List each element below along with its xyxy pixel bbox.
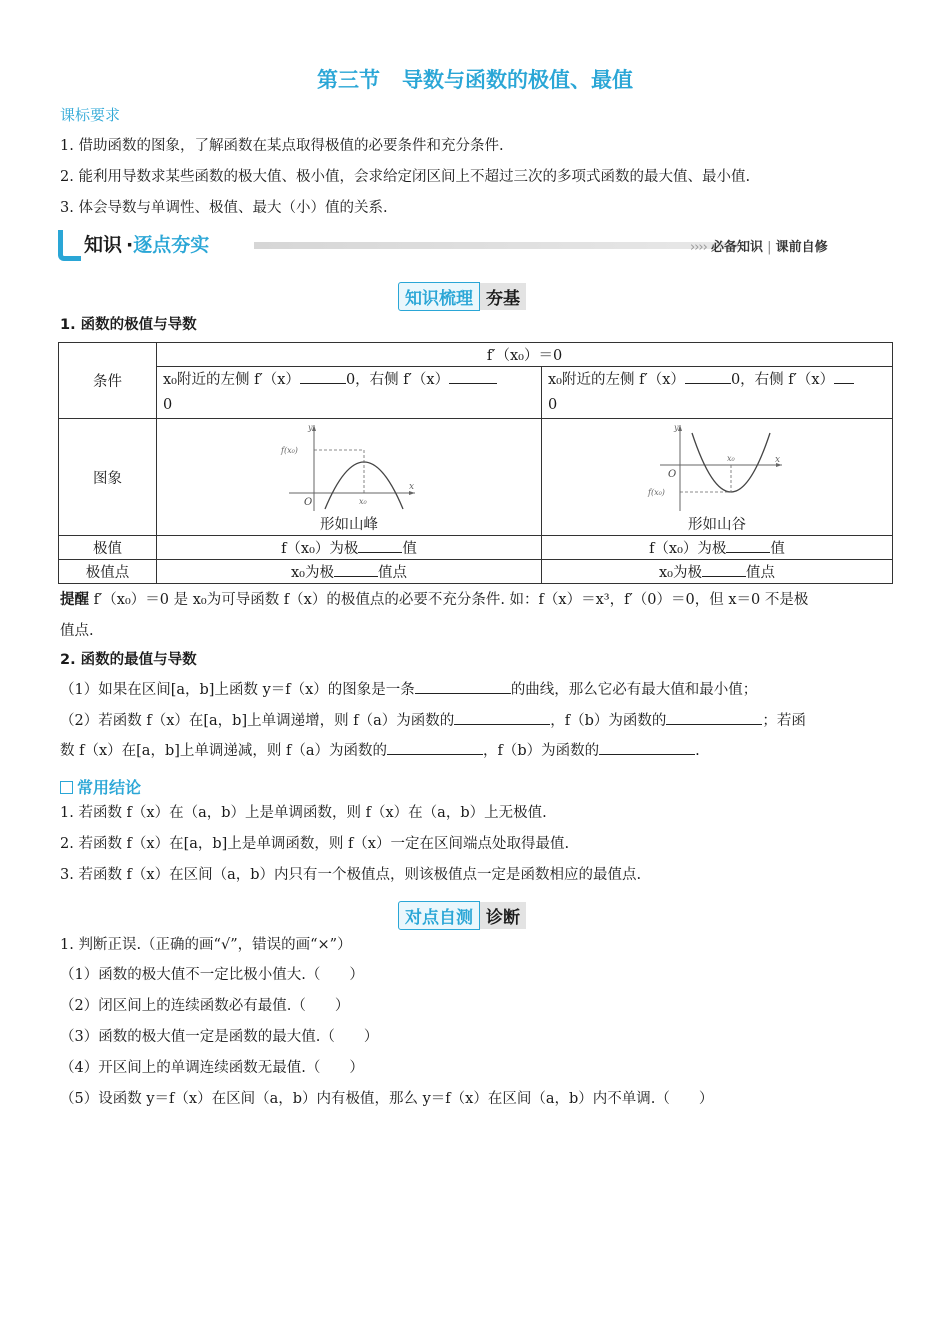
page-title <box>0 64 950 94</box>
reminder-label: 提醒 <box>60 592 89 608</box>
section2-p3: 数 f（x）在[a，b]上单调递减，则 f（a）为函数的 ，f（b）为函数的 . <box>60 739 700 760</box>
svg-text:x: x <box>775 454 781 465</box>
caption-valley: 形如山谷 <box>688 516 746 533</box>
conclusion-item: 1. 若函数 f（x）在（a，b）上是单调函数，则 f（x）在（a，b）上无极值. <box>60 805 547 821</box>
requirements-heading: 课标要求 <box>60 106 121 124</box>
requirement-item: 3. 体会导数与单调性、极值、最大（小）值的关系. <box>60 200 388 216</box>
selftest-item: （2）闭区间上的连续函数必有最值.（ ） <box>60 998 350 1014</box>
requirement-item: 2. 能利用导数求某些函数的极大值、极小值，会求给定闭区间上不超过三次的多项式函数的最大值、最小值. <box>60 169 751 185</box>
section-title: 导数与函数的极值、最值 <box>402 68 633 92</box>
conclusion-item: 3. 若函数 f（x）在区间（a，b）内只有一个极值点，则该极值点一定是函数相应的最值点. <box>60 867 642 883</box>
graph-valley-cell <box>542 419 893 536</box>
section2-heading: 2. 函数的最值与导数 <box>60 652 197 668</box>
banner-subtitle: ›››› 必备知识 | 课前自修 <box>690 240 828 255</box>
banner-divider <box>254 242 738 249</box>
svg-text:x₀: x₀ <box>727 453 735 463</box>
section1-heading: 1. 函数的极值与导数 <box>60 317 197 333</box>
requirement-item: 1. 借助函数的图象，了解函数在某点取得极值的必要条件和充分条件. <box>60 138 504 154</box>
reminder-line2: 值点. <box>60 623 94 639</box>
row-label-condition: 条件 <box>59 343 157 419</box>
condition-top: f′（x₀）＝0 <box>157 343 893 367</box>
section2-p2: （2）若函数 f（x）在[a，b]上单调递增，则 f（a）为函数的 ，f（b）为函数的 ；若函 <box>60 709 806 730</box>
tag-knowledge: 知识梳理 夯基 <box>398 282 526 311</box>
row-label-point: 极值点 <box>59 560 157 584</box>
selftest-intro: 1. 判断正误.（正确的画“√”，错误的画“×”） <box>60 937 352 953</box>
reminder-line1: 提醒 f′（x₀）＝0 是 x₀为可导函数 f（x）的极值点的必要不充分条件. 如：f（x）＝x³，f′（0）＝0，但 x＝0 不是极 <box>60 592 809 608</box>
svg-text:x: x <box>409 481 415 492</box>
tag-selftest: 对点自测 诊断 <box>398 901 526 930</box>
condition-left: x₀附近的左侧 f′（x） 0，右侧 f′（x） 0 <box>157 367 542 419</box>
extreme-right: f（x₀）为极 值 <box>542 536 893 560</box>
section-number: 第三节 <box>317 68 380 92</box>
banner-title: 知识 ·逐点夯实 <box>84 234 210 256</box>
svg-text:y: y <box>308 422 313 432</box>
condition-right: x₀附近的左侧 f′（x） 0，右侧 f′（x） 0 <box>542 367 893 419</box>
extreme-left: f（x₀）为极 值 <box>157 536 542 560</box>
valley-graph <box>542 421 892 513</box>
selftest-item: （1）函数的极大值不一定比极小值大.（ ） <box>60 967 364 983</box>
svg-text:x₀: x₀ <box>359 496 367 506</box>
selftest-item: （4）开区间上的单调连续函数无最值.（ ） <box>60 1060 364 1076</box>
conclusion-item: 2. 若函数 f（x）在[a，b]上是单调函数，则 f（x）一定在区间端点处取得最值. <box>60 836 570 852</box>
conclusions-heading: 常用结论 <box>60 775 141 798</box>
peak-graph <box>157 421 541 513</box>
selftest-item: （5）设函数 y＝f（x）在区间（a，b）内有极值，那么 y＝f（x）在区间（a，b）内不单调.（ ） <box>60 1091 714 1107</box>
row-label-graph: 图象 <box>59 419 157 536</box>
point-left: x₀为极 值点 <box>157 560 542 584</box>
chevrons-icon: ›››› <box>690 240 707 255</box>
section2-p1: （1）如果在区间[a，b]上函数 y＝f（x）的图象是一条 的曲线，那么它必有最大值和最小值； <box>60 678 757 699</box>
section-banner <box>58 230 858 260</box>
svg-text:O: O <box>304 496 313 508</box>
svg-text:y: y <box>674 422 679 432</box>
checkbox-icon <box>60 781 73 794</box>
selftest-item: （3）函数的极大值一定是函数的最大值.（ ） <box>60 1029 379 1045</box>
svg-text:O: O <box>668 468 677 480</box>
row-label-extreme: 极值 <box>59 536 157 560</box>
point-right: x₀为极 值点 <box>542 560 893 584</box>
caption-peak: 形如山峰 <box>320 516 378 533</box>
graph-peak-cell <box>157 419 542 536</box>
extremum-table <box>58 342 893 584</box>
svg-text:f(x₀): f(x₀) <box>281 445 298 455</box>
svg-text:f(x₀): f(x₀) <box>648 487 665 497</box>
